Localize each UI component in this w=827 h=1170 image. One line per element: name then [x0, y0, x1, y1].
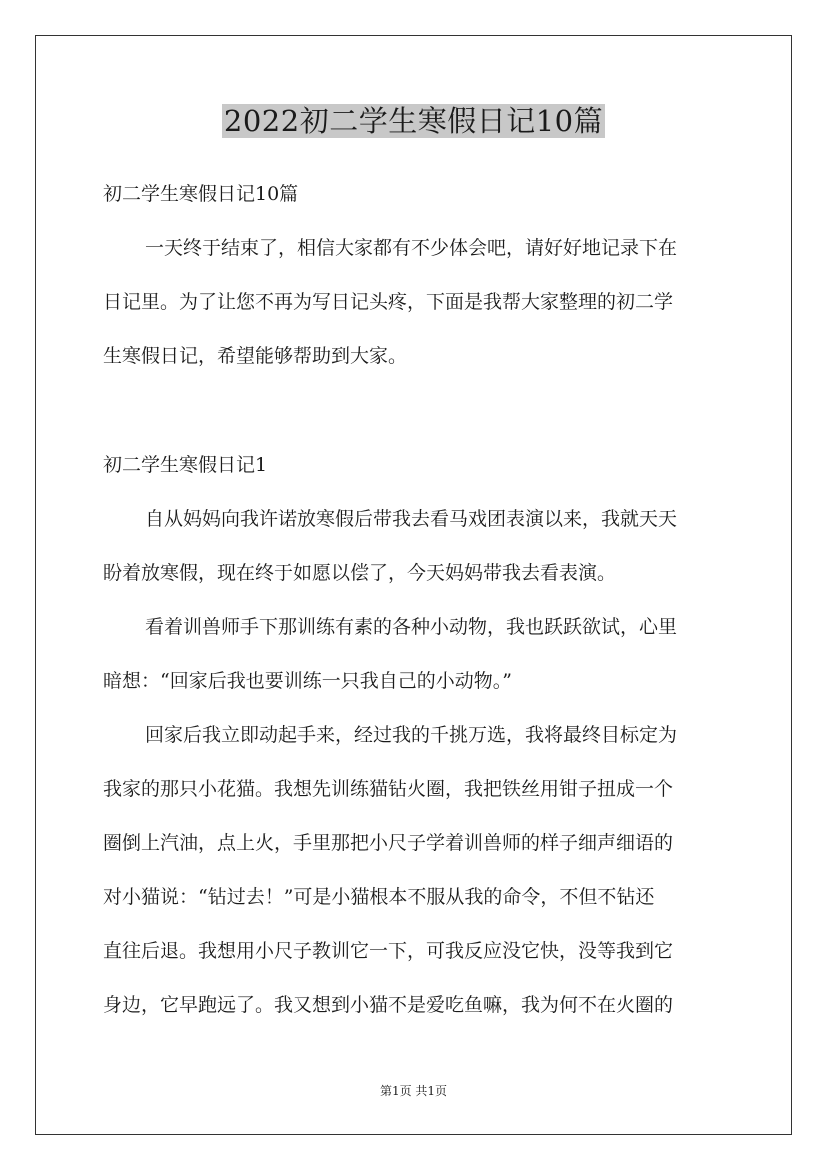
page-footer: 第1页 共1页: [379, 1084, 448, 1098]
intro-line: 生寒假日记，希望能够帮助到大家。: [103, 345, 408, 367]
body-line: 自从妈妈向我许诺放寒假后带我去看马戏团表演以来，我就天天: [145, 508, 678, 530]
document-title-text: 2022初二学生寒假日记10篇: [223, 104, 604, 138]
body-line: 盼着放寒假，现在终于如愿以偿了，今天妈妈带我去看表演。: [103, 562, 617, 584]
subtitle-line: 初二学生寒假日记10篇: [103, 183, 299, 205]
body-line: 暗想：“回家后我也要训练一只我自己的小动物。”: [103, 670, 512, 692]
section-heading: 初二学生寒假日记1: [103, 454, 268, 476]
intro-line: 一天终于结束了，相信大家都有不少体会吧，请好好地记录下在: [145, 237, 678, 259]
body-line: 直往后退。我想用小尺子教训它一下，可我反应没它快，没等我到它: [103, 940, 674, 962]
document-title: [0, 99, 827, 143]
body-line: 回家后我立即动起手来，经过我的千挑万选，我将最终目标定为: [145, 724, 678, 746]
body-line: 圈倒上汽油，点上火，手里那把小尺子学着训兽师的样子细声细语的: [103, 832, 674, 854]
body-line: 看着训兽师手下那训练有素的各种小动物，我也跃跃欲试，心里: [145, 616, 678, 638]
body-line: 身边，它早跑远了。我又想到小猫不是爱吃鱼嘛，我为何不在火圈的: [103, 994, 674, 1016]
body-line: 对小猫说：“钻过去！”可是小猫根本不服从我的命令，不但不钻还: [103, 886, 655, 908]
body-line: 我家的那只小花猫。我想先训练猫钻火圈，我把铁丝用钳子扭成一个: [103, 778, 674, 800]
intro-line: 日记里。为了让您不再为写日记头疼，下面是我帮大家整理的初二学: [103, 291, 674, 313]
